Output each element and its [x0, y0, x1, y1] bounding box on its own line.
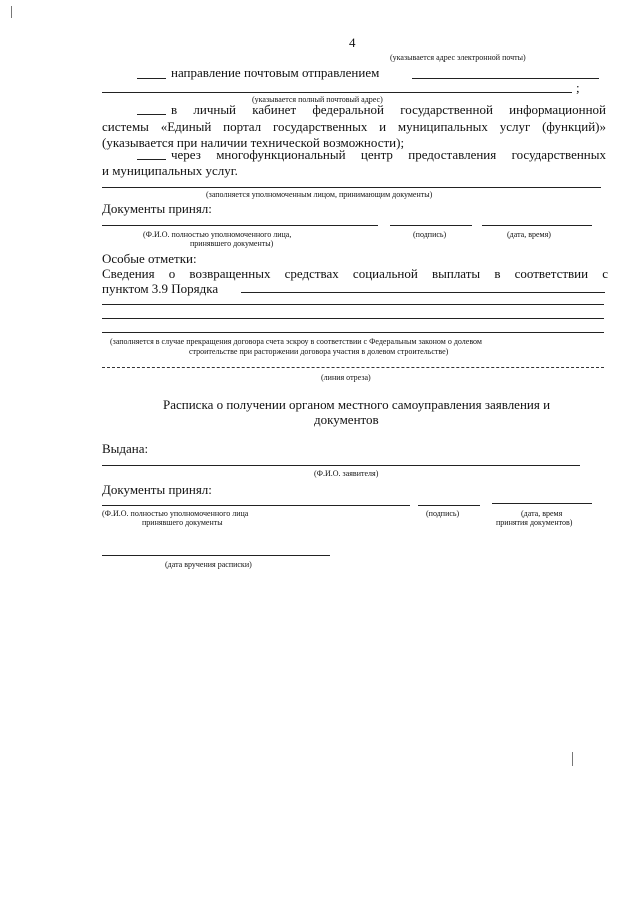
- cut-line-note: (линия отреза): [321, 373, 371, 382]
- portal-line1: в личный кабинет федеральной государственной информационной: [171, 102, 606, 117]
- escrow-note-2: строительстве при расторжении договора участия в долевом строительстве): [189, 347, 449, 356]
- returned-funds-line2: пунктом 3.9 Порядка: [102, 281, 219, 296]
- special-notes-label: Особые отметки:: [102, 251, 197, 266]
- mfc-line2: и муниципальных услуг.: [102, 163, 238, 178]
- datetime-note-1: (дата, время): [507, 230, 551, 239]
- issued-label: Выдана:: [102, 441, 149, 456]
- mfc-line1: через многофункциональный центр предоставления государственных: [171, 147, 606, 162]
- datetime-blank-1: [482, 225, 592, 226]
- returned-funds-blank: [241, 292, 605, 293]
- fio-note-2a: (Ф.И.О. полностью уполномоченного лица: [102, 509, 249, 518]
- fio-note-2b: принявшего документы: [142, 518, 223, 527]
- fio-note-1b: принявшего документы): [190, 239, 274, 248]
- receipt-date-blank: [102, 555, 330, 556]
- datetime-note-2a: (дата, время: [521, 509, 563, 518]
- signature-blank-2: [418, 505, 480, 506]
- documents-accepted-label-1: Документы принял:: [102, 201, 212, 216]
- postal-semicolon: ;: [576, 80, 580, 95]
- cut-line: [102, 367, 604, 368]
- scan-mark-right: [572, 752, 573, 766]
- mfc-checkbox-blank: [137, 159, 166, 160]
- postal-email-blank: [412, 78, 599, 79]
- documents-accepted-label-2: Документы принял:: [102, 482, 212, 497]
- scan-mark-left: [11, 6, 12, 18]
- fio-blank-2: [102, 505, 410, 506]
- filled-by-note: (заполняется уполномоченным лицом, принимающим документы): [206, 190, 433, 199]
- filled-by-line: [102, 187, 601, 188]
- datetime-note-2b: принятия документов): [496, 518, 573, 527]
- email-note: (указывается адрес электронной почты): [390, 53, 526, 62]
- escrow-note-1: (заполняется в случае прекращения договора счета эскроу в соответствии с Федеральным законом о долевом: [110, 337, 482, 346]
- notes-blank-4: [102, 332, 604, 333]
- portal-checkbox-blank: [137, 114, 166, 115]
- receipt-title-line1: Расписка о получении органом местного самоуправления заявления и: [163, 397, 551, 412]
- datetime-blank-2: [492, 503, 592, 504]
- notes-blank-3: [102, 318, 604, 319]
- applicant-blank: [102, 465, 580, 466]
- notes-blank-2: [102, 304, 604, 305]
- portal-line2: системы «Единый портал государственных и муниципальных услуг (функций)»: [102, 119, 606, 134]
- page-number: 4: [349, 35, 356, 50]
- applicant-note: (Ф.И.О. заявителя): [314, 469, 379, 478]
- postal-item-label: направление почтовым отправлением: [171, 65, 380, 80]
- fio-note-1a: (Ф.И.О. полностью уполномоченного лица,: [143, 230, 292, 239]
- returned-funds-line1: Сведения о возвращенных средствах социальной выплаты в соответствии с: [102, 266, 608, 281]
- signature-note-2: (подпись): [426, 509, 460, 518]
- signature-blank-1: [390, 225, 472, 226]
- fio-blank-1: [102, 225, 378, 226]
- portal-line3: (указывается при наличии технической возможности);: [102, 135, 405, 150]
- receipt-title-line2: документов: [314, 412, 379, 427]
- postal-address-blank: [102, 92, 572, 93]
- signature-note-1: (подпись): [413, 230, 447, 239]
- postal-note: (указывается полный почтовый адрес): [252, 95, 383, 104]
- postal-checkbox-blank: [137, 78, 166, 79]
- receipt-date-note: (дата вручения расписки): [165, 560, 252, 569]
